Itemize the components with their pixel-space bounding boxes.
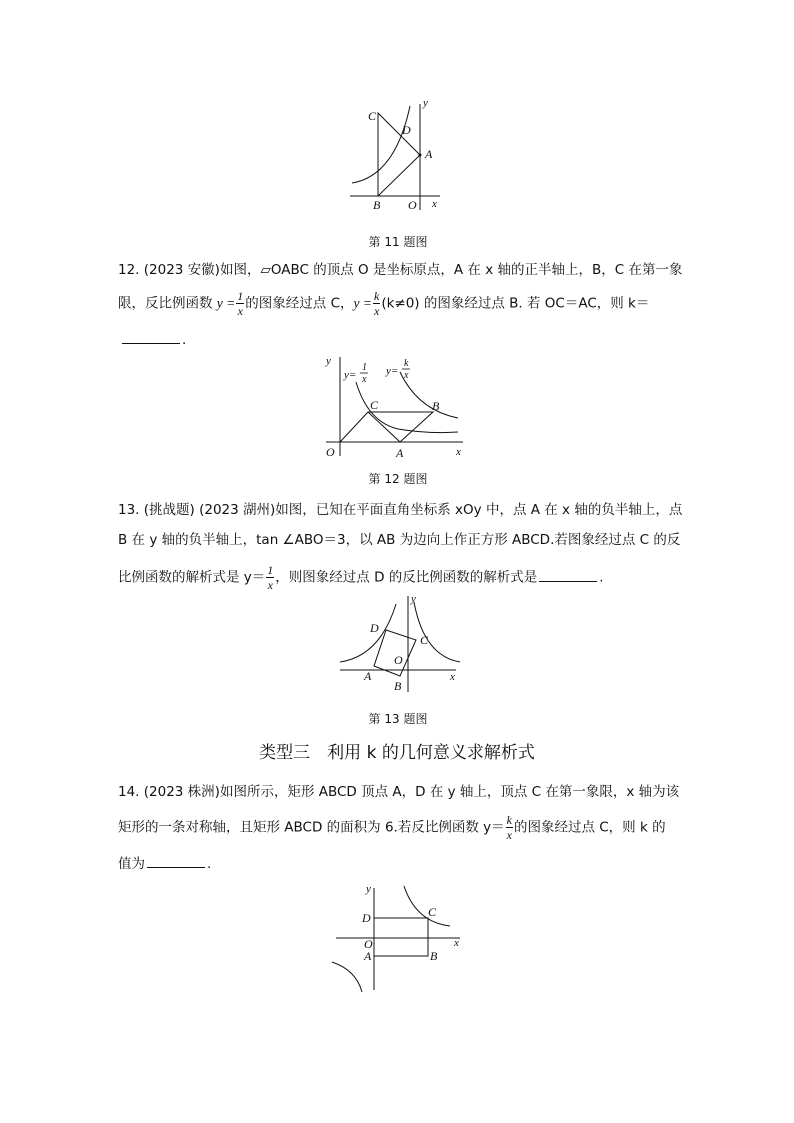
fig14-label-x: x	[454, 937, 459, 949]
fig12-label-y1: y=	[344, 369, 357, 381]
fig12-label-C: C	[370, 398, 379, 412]
fig13-label-x: x	[450, 671, 455, 683]
q12-answer-blank[interactable]	[122, 342, 180, 344]
q12-yeq: y =	[216, 295, 236, 311]
fig14-label-O: O	[364, 937, 373, 951]
fig11-label-C: C	[368, 109, 377, 123]
q14-line2a: 矩形的一条对称轴，且矩形 ABCD 的面积为 6.若反比例函数 y＝	[118, 819, 505, 836]
figure-12-diagram	[318, 352, 468, 462]
q13-line3a: 比例函数的解析式是 y＝	[118, 569, 266, 586]
fig11-label-A: A	[425, 147, 433, 161]
fig12-label-y2n: k	[404, 358, 409, 369]
fig12-label-O: O	[326, 445, 335, 459]
fig12-label-y1n: 1	[362, 362, 367, 373]
q13-line2: B 在 y 轴的负半轴上，tan ∠ABO＝3，以 AB 为边向上作正方形 ABCD.若图象经过点 C 的反	[118, 532, 681, 548]
fig13-label-y: y	[411, 593, 416, 605]
fig12-label-y1d: x	[362, 374, 367, 385]
fig11-label-B: B	[373, 198, 381, 212]
q14-frac: $\frac{k}{x}$	[506, 813, 512, 842]
fig12-label-y: y	[326, 355, 331, 367]
q12-line1: 12. (2023 安徽)如图，▱OABC 的顶点 O 是坐标原点，A 在 x 轴的正半轴上，B，C 在第一象	[118, 262, 683, 278]
figure-11-caption: 第 11 题图	[368, 235, 428, 249]
fig12-label-B: B	[432, 399, 440, 413]
q13-line3b: ，则图象经过点 D 的反比例函数的解析式是	[275, 569, 538, 586]
q14-line3a: 值为	[118, 856, 145, 872]
fig13-label-B: B	[394, 679, 402, 693]
fig14-label-C: C	[428, 905, 437, 919]
fig11-label-x: x	[432, 198, 437, 210]
fig14-label-y: y	[366, 883, 371, 895]
fig12-label-A: A	[396, 446, 404, 460]
q12-line2c: (k≠0) 的图象经过点 B. 若 OC＝AC，则 k＝	[381, 295, 650, 312]
q14-period: .	[207, 856, 212, 872]
section-title: 类型三 利用 k 的几何意义求解析式	[259, 743, 535, 763]
fig11-label-D: D	[402, 123, 411, 137]
fig14-label-B: B	[430, 949, 438, 963]
q12-frac1: $\frac{1}{x}$	[237, 289, 244, 318]
q14-line1: 14. (2023 株洲)如图所示，矩形 ABCD 顶点 A，D 在 y 轴上，顶点 C 在第一象限，x 轴为该	[118, 784, 680, 800]
q13-period: .	[599, 569, 604, 586]
figure-11	[340, 98, 450, 218]
figure-14	[326, 880, 476, 995]
q13-answer-blank[interactable]	[539, 580, 597, 582]
q13-frac: $\frac{1}{x}$	[267, 563, 274, 592]
q14-answer-blank[interactable]	[147, 866, 205, 868]
figure-12	[318, 352, 468, 462]
figure-13	[336, 592, 466, 702]
figure-13-diagram	[336, 592, 466, 702]
fig11-label-O: O	[408, 198, 417, 212]
q12-frac2: $\frac{k}{x}$	[373, 289, 380, 318]
q14-line2b: 的图象经过点 C，则 k 的	[513, 819, 666, 836]
figure-12-caption: 第 12 题图	[368, 472, 428, 486]
fig11-label-y: y	[423, 97, 428, 109]
fig14-label-D: D	[362, 911, 371, 925]
q12-period: .	[182, 332, 187, 348]
fig12-label-y2: y=	[386, 365, 399, 377]
figure-14-diagram	[326, 880, 476, 995]
figure-13-caption: 第 13 题图	[368, 712, 428, 726]
fig13-label-A: A	[364, 669, 372, 683]
fig12-label-y2d: x	[404, 370, 409, 381]
fig12-label-x: x	[456, 446, 461, 458]
fig14-label-A: A	[364, 949, 372, 963]
fig13-label-C: C	[420, 633, 429, 647]
figure-11-diagram	[340, 98, 450, 218]
fig13-label-O: O	[394, 653, 403, 667]
fig13-label-D: D	[370, 621, 379, 635]
q12-yeq2: y =	[353, 295, 372, 311]
q12-line2b: 的图象经过点 C，	[245, 295, 354, 312]
q13-line1: 13. (挑战题) (2023 湖州)如图，已知在平面直角坐标系 xOy 中，点 A 在 x 轴的负半轴上，点	[118, 502, 683, 518]
q12-line2a: 限，反比例函数	[118, 295, 217, 312]
